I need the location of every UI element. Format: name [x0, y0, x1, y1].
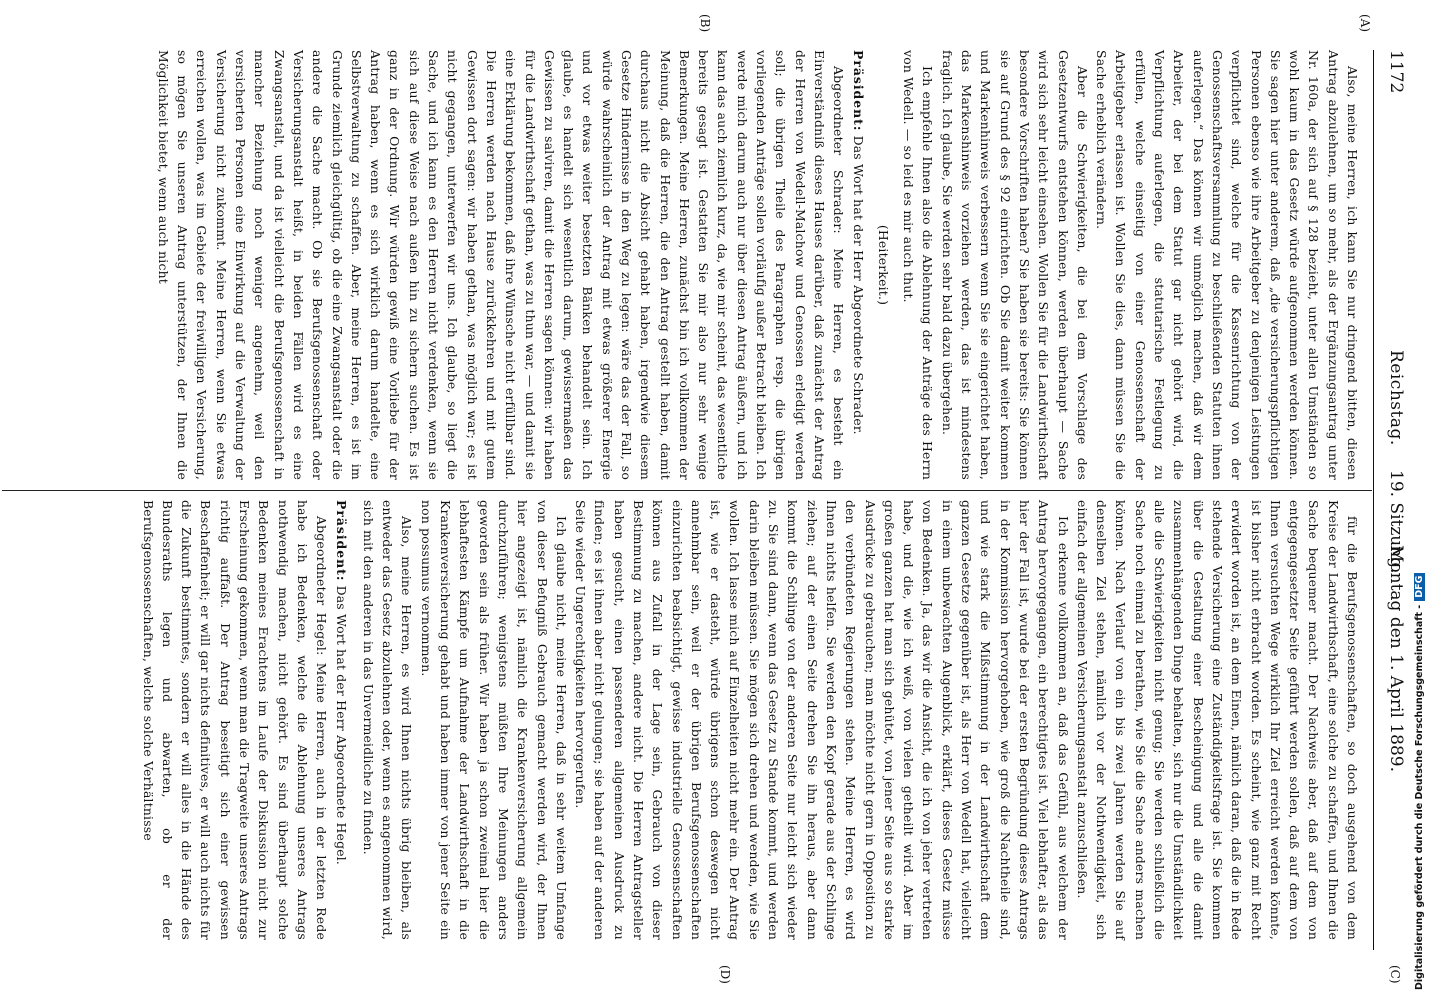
header-sitting: 19. Sitzung.	[1386, 470, 1406, 574]
margin-mark-b: (B)	[698, 14, 712, 33]
paragraph: Abgeordneter Schrader: Meine Herren, es besteht ein Einverständniß dieses Hauses darüber, daß zunächst der Antrag der Herren von Wedell-Malchow und Genossen erledigt werden soll; die übrigen Theile des Paragraphen resp. die übrigen vorliegenden Anträge sollen vorläufig außer Betracht bleiben. Ich werde mich darum auch nur über diesen Antrag äußern, und ich kann das auch ziemlich kurz, da, wie mir scheint, das wesentliche bereits gesagt ist. Gestatten Sie mir also nur sehr wenige Bemerkungen. Meine Herren, zunächst bin ich vollkommen der Meinung, daß die Herren, die den Antrag gestellt haben, damit durchaus nicht die Absicht gehabt haben, irgendwie diesem Gesetze Hindernisse in den Weg zu legen: wäre das der Fall, so würde wahrscheinlich der Antrag mit etwas größerer Energie und vor etwas weiter besetzten Bänken behandelt sein. Ich glaube, es handelt sich wesentlich darum, gewissermaßen das Gewissen zu salviren, damit die Herren sagen können: wir haben für die Landwirthschaft gethan, was zu thun war, — und damit sie eine Erklärung bekommen, daß ihre Wünsche nicht erfüllbar sind. Die Herren werden nach Hause zurückkehren und mit gutem Gewissen dort sagen: wir haben gethan, was möglich war; es ist nicht gegangen, unterwerfen wir uns. Ich glaube, so liegt die Sache, und ich kann es den Herren nicht verdenken, wenn sie sich auf diese Weise nach außen hin zu sichern suchen. Es ist ganz in der Ordnung. Wir würden gewiß eine Vorliebe für der Antrag haben, wenn es sich wirklich darum handelte, eine Selbstverwaltung zu schaffen. Aber, meine Herren, es ist im Grunde ziemlich gleichgültig, ob die eine Zwangsanstalt oder die andere die Sache macht. Ob sie Berufsgenossenschaft oder Versicherungsanstalt heißt, in beiden Fällen wird es eine Zwangsanstalt, und da ist vielleicht die Berufsgenossenschaft in mancher Beziehung noch weniger angenehm, weil den versicherten Personen eine Einwirkung auf die Verwaltung der Versicherung nicht zukommt. Meine Herren, wenn Sie etwas erreichen wollen, was im Gebiete der freiwilligen Versicherung, so mögen Sie unseren Antrag unterstützen, der Ihnen die Möglichkeit bietet, wenn auch nicht	[155, 50, 847, 480]
margin-mark-d: (D)	[718, 965, 732, 984]
speaker-line	[848, 50, 867, 480]
margin-mark-a: (A)	[1358, 14, 1372, 33]
speaker-line	[331, 500, 350, 940]
paragraph: Also, meine Herren, ich kann Sie nur dringend bitten, diesen Antrag abzulehnen, um so mehr, als der Ergänzungsantrag unter Nr. 160a, der sich auf § 128 bezieht, unter allen Umständen so wohl kaum in das Gesetz würde aufgenommen werden können. Sie sagen hier unter anderem, daß „die versicherungspflichtigen Personen ebenso wie ihre Arbeitgeber zu denjenigen Leistungen verpflichtet sind, welche für die Kassenrichtung von der Genossenschaftsversammlung zu beschließenden Statuten ihnen auferlegen.“ Das können wir unmöglich machen, daß wir dem Arbeiter, der bei dem Statut gar nicht gehört wird, die Verpflichtung auferlegen, die statutarische Festlegung zu erfüllen, welche einseitig von einer Genossenschaft der Arbeitgeber erlassen ist. Wollen Sie dies, dann müssen Sie die Sache erheblich verändern.	[1094, 50, 1360, 480]
column-divider	[2, 490, 1372, 491]
paragraph: Ich erkenne vollkommen an, daß das Gefühl, aus welchem der Antrag hervorgegangen, ein berechtigtes ist. Viel lebhafter, als das hier der Fall ist, wurde bei der ersten Begründung dieses Antrags in der Kommission hervorgehoben, wie groß die Nachtheile sind, und wie stark die Mißstimmung in der Landwirthschaft dem ganzen Gesetze gegenüber ist, als Herr von Wedell hat, vielleicht in einem unbewachten Augenblick, erklärt, dieses Gesetz müsse von Bedenken. Ja, das wir die Ansicht, die ich von jeher vertreten habe, und die, wie ich weiß, von vielen getheilt wird. Aber im großen ganzen hat man sich gehütet, von jener Seite aus so starke Ausdrücke zu gebrauchen; man möchte nicht gern in Opposition zu den verbündeten Regierungen stehen. Meine Herren, es wird Ihnen nichts helfen. Sie werden den Kopf gerade aus der Schlinge ziehen; auf der einen Seite drehen Sie ihn heraus, aber dann kommt die Schlinge von der anderen Seite nur leicht sich wieder zu. Sie sind dann, wenn das Gesetz zu Stande kommt, und werden darin bleiben müssen. Sie mögen sich drehen und wenden, wie Sie wollen. Ich lasse mich auf Einzelheiten nicht mehr ein. Der Antrag ist, wie er dasteht, würde übrigens schon deswegen nicht annehmbar sein, weil er der übrigen Berufsgenossenschaften einzurichten beabsichtigt, gewisse industrielle Genossenschaften können aus Zufall in der Lage sein, Gebrauch von dieser Bestimmung zu machen, andere nicht. Die Herren Antragsteller haben gesucht, einen passenderen allgemeinen Ausdruck zu finden; es ist ihnen aber nicht gelungen; sie haben auf der anderen Seite wieder Ungerechtigkeiten hervorgerufen.	[573, 500, 1071, 940]
speaker-label: Präsident:	[333, 500, 349, 582]
paragraph: Ich empfehle Ihnen also die Ablehnung der Anträge des Herrn von Wedell. — so leid es mir auch thut.	[901, 50, 936, 480]
column-left	[154, 50, 1362, 480]
dfg-notice	[1414, 573, 1425, 990]
speaker-text: Das Wort hat der Herr Abgeordnete Schrader.	[850, 135, 866, 435]
page-number: 1172	[1386, 50, 1406, 94]
column-right	[138, 500, 1362, 940]
paragraph: Ich glaube nicht, meine Herren, daß in sehr weitem Umfange von dieser Befugniß Gebrauch gemacht werden wird, der Ihnen hier angezeigt ist, nämlich die Krankenversicherung allgemein durchzuführen; wenigstens müßten Ihre Meinungen anders geworden sein als früher. Wir haben ja schon zweimal hier die lebhaftesten Kämpfe um Aufnahme der Landwirthschaft in die Krankenversicherung gehabt und haben immer von jener Seite ein non possumus vernommen.	[418, 500, 569, 940]
dfg-text: Digitalisierung gefördert durch die Deutsche Forschungsgemeinschaft -	[1414, 604, 1425, 990]
header-date: Montag den 1. April 1889.	[1386, 545, 1406, 772]
margin-mark-c: (C)	[1388, 965, 1402, 984]
speaker-text: Das Wort hat der Herr Abgeordnete Hegel.	[333, 585, 349, 866]
dfg-logo: DFG	[1414, 573, 1425, 601]
paragraph: für die Berufsgenossenschaften, so doch ausgehend von dem Kreise der Landwirthschaft, eine solche zu schaffen, und Ihnen die Sache bequemer macht. Der Nachweis aber, daß auf dem von entgegengesetzter Seite geführt werden sollen, daß auf dem von Ihnen versuchten Wege wirklich Ihr Ziel erreicht werden könnte, ist bisher nicht erbracht worden. Es scheint, wie ganz mit Recht erwidert worden ist, an dem Einen, nämlich daran, daß die in Rede stehende Versicherung eine Zuständigkeitsfrage ist. Sie kommen über die Gestaltung einer Bescheinigung und alle die damit zusammenhängenden Dinge behalten, sich nur die Umständlichkeit alle die Schwierigkeiten nicht genug; Sie werden schließlich die Sache noch einmal zu berathen, wie Sie die Sache anders machen können. Nach Verlauf von ein bis zwei Jahren werden Sie auf denselben Ziel stehen, nämlich vor der Nothwendigkeit, sich einfach der allgemeinen Versicherungsanstalt anzuschließen.	[1074, 500, 1360, 940]
header-body: Reichstag.	[1386, 350, 1406, 446]
date-header	[1374, 505, 1414, 905]
paragraph: Abgeordneter Hegel: Meine Herren, auch in der letzten Rede habe ich Bedenken, welche die Ablehnung unseres Antrags nothwendig machen, nicht gehört. Es sind überhaupt solche Bedenken meines Erachtens im Laufe der Diskussion nicht zur Erscheinung gekommen, wenn man die Tragweite unseres Antrags richtig auffaßt. Der Antrag beseitigt sich einer gewissen Beschaffenheit; er will gar nichts definitives, er will auch nichts für die Zukunft bestimmtes, sondern er will alles in die Hände des Bundesraths legen und abwarten, ob er der Berufsgenossenschaften, welche solche Verhältnisse	[140, 500, 330, 940]
paragraph: Aber die Schwierigkeiten, die bei dem Vorschlage des Gesetzentwurfs entstehen können, werden überhaupt — Sache wird sich sehr leicht einsehen. Wollen Sie für die Landwirthschaft besondere Vorschriften haben? Sie haben sie bereits: Sie können sie auf Grund des § 92 einrichten. Ob Sie damit weiter kommen und Markenhinweis verbessern wenn Sie sie eingerichtet haben, das Markenshinweis vorziehen werden, das ist mindestens fraglich. Ich glaube, Sie werden sehr bald dazu übergehen.	[939, 50, 1090, 480]
speaker-label: Präsident:	[850, 50, 866, 132]
applause-note: (Heiterkeit.)	[875, 224, 891, 306]
paragraph: Also, meine Herren, es wird Ihnen nichts übrig bleiben, als entweder das Gesetz abzulehnen oder, wenn es angenommen wird, sich mit den anderen in das Unvermeidliche zu finden.	[360, 500, 415, 940]
